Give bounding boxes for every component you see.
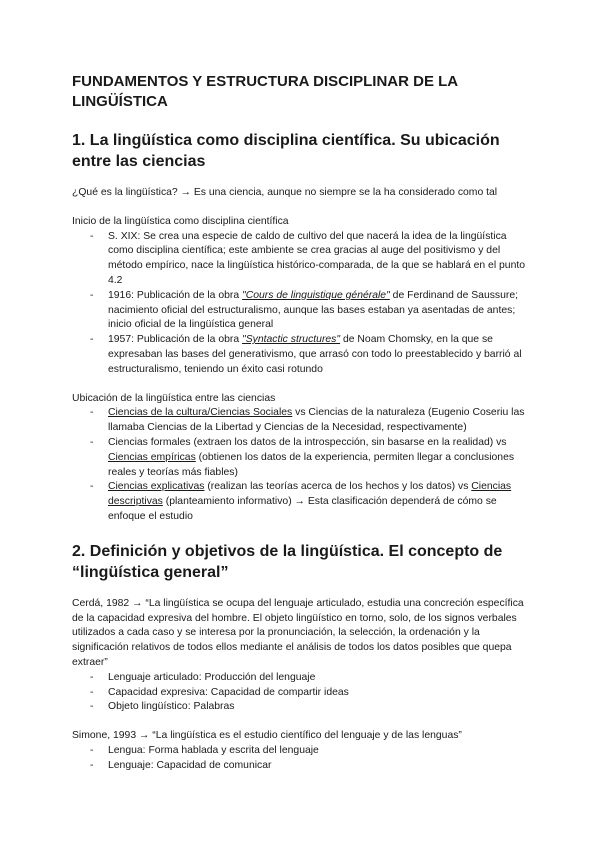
list-item: - Lengua: Forma hablada y escrita del lenguaje xyxy=(108,744,532,759)
ciencias-empiricas-link[interactable]: Ciencias empíricas xyxy=(108,451,196,463)
cours-link[interactable]: "Cours de linguistique générale" xyxy=(242,289,390,301)
list-item: - Lenguaje articulado: Producción del lenguaje xyxy=(108,671,532,686)
simone-quote: Simone, 1993 → “La lingüística es el estudio científico del lenguaje y de las lenguas” xyxy=(72,730,462,742)
cerda-quote: Cerdá, 1982 → “La lingüística se ocupa del lenguaje articulado, estudia una concreción específica de la capacidad expresiva del hombre. El objeto lingüístico en torno, solo, de los signos verbales utilizados a cada caso y se interesa por la pronunciación, la selección, la ordenación y la significación relativos de todos ellos mediante el análisis de todos los datos posibles que quepa extraer” xyxy=(72,597,524,668)
list-item: - Ciencias de la cultura/Ciencias Sociales vs Ciencias de la naturaleza (Eugenio Coseriu las llamaba Ciencias de la Libertad y Ciencias de la Necesidad, respectivamente) xyxy=(108,406,532,436)
question-line: ¿Qué es la lingüística? → Es una ciencia, aunque no siempre se la ha considerado como tal xyxy=(72,187,498,198)
list-item: - Objeto lingüístico: Palabras xyxy=(108,700,532,715)
ciencias-explicativas-link[interactable]: Ciencias explicativas xyxy=(108,481,205,493)
list-item: - Capacidad expresiva: Capacidad de compartir ideas xyxy=(108,686,532,701)
list-item: - Ciencias formales (extraen los datos de la introspección, sin basarse en la realidad) vs Ciencias empíricas (obtienen los datos de la experiencia, permiten llegar a conclusiones reales y teorías más fiables) xyxy=(108,436,532,480)
ubicacion-list xyxy=(72,406,532,524)
simone-list xyxy=(72,744,532,774)
list-item: - 1957: Publicación de la obra "Syntactic structures" de Noam Chomsky, en la que se expresaban las bases del generativismo, que arrasó con todo lo preestablecido y barrió al estructuralismo, teniendo un éxito casi rotundo xyxy=(108,333,532,377)
ciencias-descriptivas-link[interactable]: Ciencias descriptivas xyxy=(108,481,512,508)
list-item: - 1916: Publicación de la obra "Cours de linguistique générale" de Ferdinand de Saussure; nacimiento oficial del estructuralismo, aunque las bases estaban ya asentadas de antes; inicio oficial de la lingüística general xyxy=(108,289,532,333)
ubicacion-label: Ubicación de la lingüística entre las ciencias xyxy=(72,392,276,404)
inicio-label: Inicio de la lingüística como disciplina científica xyxy=(72,215,289,227)
ciencias-cultura-link[interactable]: Ciencias de la cultura/Ciencias Sociales xyxy=(108,407,293,419)
list-item: - Ciencias explicativas (realizan las teorías acerca de los hechos y los datos) vs Ciencias descriptivas (planteamiento informativo) → Esta clasificación dependerá de cómo se enfoque el estudio xyxy=(108,480,532,524)
section-2-heading: 2. Definición y objetivos de la lingüística. El concepto de “lingüística general” xyxy=(72,542,503,581)
list-item: - S. XIX: Se crea una especie de caldo de cultivo del que nacerá la idea de la lingüística como disciplina científica; este ambiente se crea gracias al auge del positivismo y del método empírico, nace la lingüística histórico-comparada, de la que se hablará en el punto 4.2 xyxy=(108,230,532,289)
list-item: - Lenguaje: Capacidad de comunicar xyxy=(108,759,532,774)
inicio-list xyxy=(72,230,532,378)
syntactic-structures-link[interactable]: "Syntactic structures" xyxy=(242,334,341,346)
cerda-list xyxy=(72,671,532,715)
document-title: FUNDAMENTOS Y ESTRUCTURA DISCIPLINAR DE LA LINGÜÍSTICA xyxy=(72,73,458,110)
section-1-heading: 1. La lingüística como disciplina científica. Su ubicación entre las ciencias xyxy=(72,132,500,170)
document-page xyxy=(72,72,532,774)
